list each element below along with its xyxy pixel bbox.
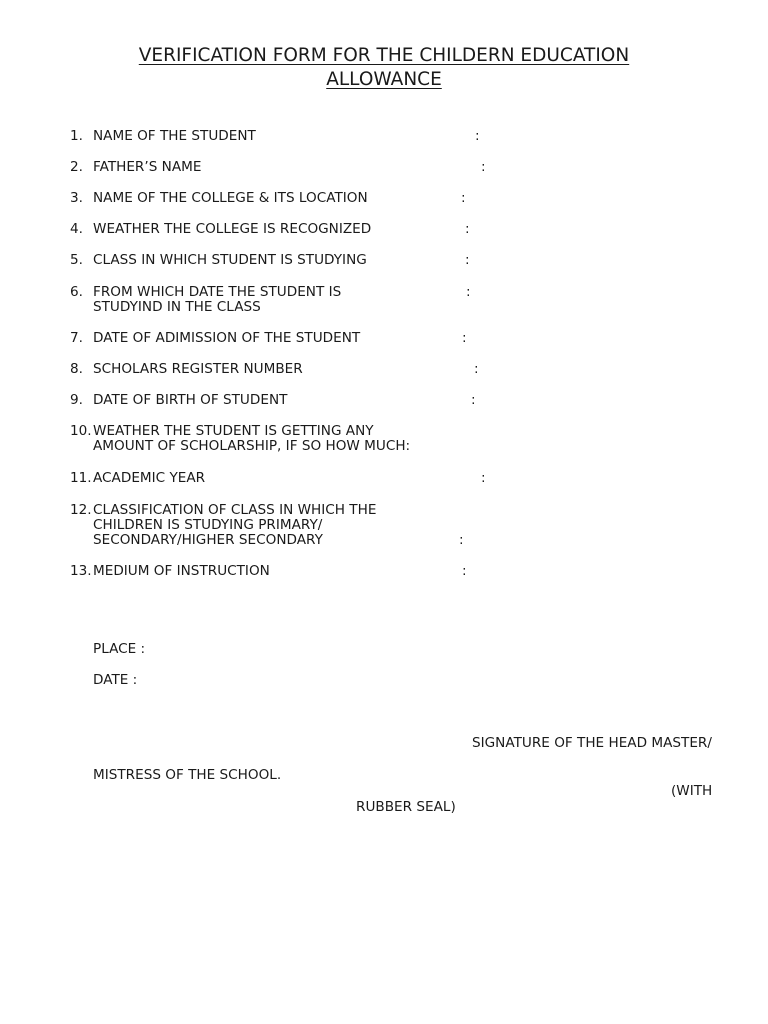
item-number: 12. — [70, 502, 92, 518]
item-number: 7. — [70, 330, 83, 346]
form-item-5 — [0, 253, 768, 269]
item-number: 4. — [70, 221, 83, 237]
form-item-6 — [0, 285, 768, 317]
item-number: 2. — [70, 159, 83, 175]
item-number: 11. — [70, 470, 92, 486]
item-label: FROM WHICH DATE THE STUDENT IS — [93, 284, 342, 300]
item-number: 10. — [70, 423, 92, 439]
item-number: 5. — [70, 252, 83, 268]
form-item-1 — [0, 129, 768, 145]
date-field: DATE : — [93, 672, 138, 688]
item-label: DATE OF ADIMISSION OF THE STUDENT — [93, 330, 361, 346]
item-colon: : — [462, 563, 467, 579]
item-number: 3. — [70, 190, 83, 206]
item-label-continued: SECONDARY/HIGHER SECONDARY — [93, 532, 323, 548]
item-label: WEATHER THE STUDENT IS GETTING ANY — [93, 423, 374, 439]
item-colon: : — [471, 392, 476, 408]
item-colon: : — [481, 159, 486, 175]
form-item-12 — [0, 503, 768, 551]
form-item-2 — [0, 160, 768, 176]
item-label: ACADEMIC YEAR — [93, 470, 206, 486]
item-number: 13. — [70, 563, 92, 579]
form-item-3 — [0, 191, 768, 207]
item-label: NAME OF THE COLLEGE & ITS LOCATION — [93, 190, 368, 206]
item-colon: : — [474, 361, 479, 377]
signature-label-line-2: MISTRESS OF THE SCHOOL. — [93, 767, 282, 783]
item-colon: : — [462, 330, 467, 346]
seal-label-line-1: (WITH — [671, 783, 713, 799]
form-item-8 — [0, 362, 768, 378]
form-title-line-2: ALLOWANCE — [326, 69, 442, 90]
item-number: 1. — [70, 128, 83, 144]
item-label: DATE OF BIRTH OF STUDENT — [93, 392, 288, 408]
item-number: 8. — [70, 361, 83, 377]
item-label: FATHER’S NAME — [93, 159, 202, 175]
item-label: CLASS IN WHICH STUDENT IS STUDYING — [93, 252, 367, 268]
form-item-4 — [0, 222, 768, 238]
item-colon: : — [465, 252, 470, 268]
form-item-9 — [0, 393, 768, 409]
item-label: SCHOLARS REGISTER NUMBER — [93, 361, 303, 377]
item-label: WEATHER THE COLLEGE IS RECOGNIZED — [93, 221, 372, 237]
item-label-continued: CHILDREN IS STUDYING PRIMARY/ — [93, 517, 323, 533]
item-number: 6. — [70, 284, 83, 300]
item-colon: : — [475, 128, 480, 144]
item-number: 9. — [70, 392, 83, 408]
signature-label-line-1: SIGNATURE OF THE HEAD MASTER/ — [472, 735, 712, 751]
item-colon: : — [466, 284, 471, 300]
form-item-10 — [0, 424, 768, 456]
form-item-13 — [0, 564, 768, 580]
seal-label-line-2: RUBBER SEAL) — [356, 799, 456, 815]
item-colon: : — [461, 190, 466, 206]
item-colon: : — [481, 470, 486, 486]
item-label: MEDIUM OF INSTRUCTION — [93, 563, 270, 579]
item-colon: : — [459, 532, 464, 548]
form-title-line-1: VERIFICATION FORM FOR THE CHILDERN EDUCATION — [138, 45, 630, 66]
item-label-continued: AMOUNT OF SCHOLARSHIP, IF SO HOW MUCH: — [93, 438, 411, 454]
item-label-continued: STUDYIND IN THE CLASS — [93, 299, 261, 315]
item-label: NAME OF THE STUDENT — [93, 128, 256, 144]
item-colon: : — [465, 221, 470, 237]
place-field: PLACE : — [93, 641, 146, 657]
item-label: CLASSIFICATION OF CLASS IN WHICH THE — [93, 502, 377, 518]
form-item-7 — [0, 331, 768, 347]
form-item-11 — [0, 471, 768, 487]
